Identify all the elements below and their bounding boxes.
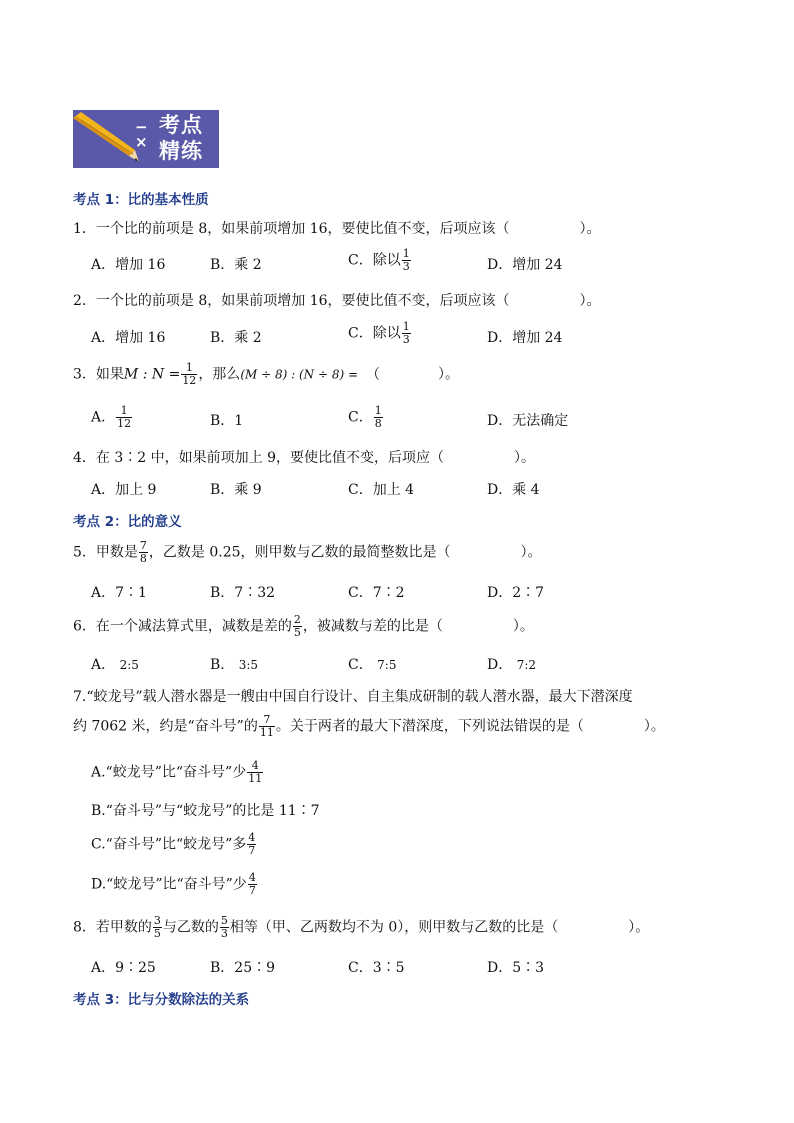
question-7-option-b[interactable]: B.“奋斗号”与“蛟龙号”的比是 11∶7 [91,803,320,819]
option-d[interactable]: D．5∶3 [487,960,545,976]
option-a[interactable]: A． 2:5 [91,657,139,673]
question-6: 6．在一个减法算式里，减数是差的 $\frac{2}{5}$ ，被减数与差的比是（ ）。 [73,613,534,639]
option-b[interactable]: B．乘 9 [210,482,262,498]
option-d[interactable]: D．乘 4 [487,482,540,498]
option-c[interactable]: C．除以 $\frac{1}{3}$ [348,247,410,273]
option-a[interactable]: A．9∶25 [91,960,156,976]
section-badge [73,110,219,168]
question-3: 3．如果M : N = $\frac{1}{12}$ ，那么(M ÷ 8) : (N ÷ 8) = （ ）。 [73,361,460,387]
badge-line2: 精练 [159,139,203,163]
option-b[interactable]: B．乘 2 [210,330,262,346]
section-heading-2: 考点 2：比的意义 [73,514,182,530]
option-c[interactable]: C． 7:5 [348,657,397,673]
option-d[interactable]: D． 7:2 [487,657,536,673]
option-b[interactable]: B．25∶9 [210,960,276,976]
badge-line1: 考点 [159,113,203,137]
option-b[interactable]: B． 3:5 [210,657,259,673]
option-d[interactable]: D．增加 24 [487,257,563,273]
math-ops-icon: − × [135,118,148,151]
question-5: 5．甲数是 $\frac{7}{8}$ ，乙数是 0.25，则甲数与乙数的最简整数比是（ ）。 [73,539,542,565]
option-a[interactable]: A．增加 16 [91,257,166,273]
question-4: 4．在 3∶2 中，如果前项加上 9，要使比值不变，后项应（ ）。 [73,450,535,466]
question-1: 1．一个比的前项是 8，如果前项增加 16，要使比值不变，后项应该（ ）。 [73,221,601,237]
option-b[interactable]: B．乘 2 [210,257,262,273]
option-a[interactable]: A．增加 16 [91,330,166,346]
question-7-line-2: 约 7062 米，约是“奋斗号”的 $\frac{7}{11}$ 。关于两者的最大下潜深度，下列说法错误的是（ ）。 [73,713,665,739]
option-c[interactable]: C．7∶2 [348,585,405,601]
option-d[interactable]: D．无法确定 [487,413,569,429]
question-7-option-c[interactable]: C.“奋斗号”比“蛟龙号”多 $\frac{4}{7}$ [91,831,256,857]
option-c[interactable]: C． $\frac{1}{8}$ [348,404,382,430]
question-7-line-1: 7.“蛟龙号”载人潜水器是一艘由中国自行设计、自主集成研制的载人潜水器，最大下潜深度 [73,689,633,705]
option-b[interactable]: B．7∶32 [210,585,276,601]
option-a[interactable]: A．7∶1 [91,585,147,601]
question-7-option-d[interactable]: D.“蛟龙号”比“奋斗号”少 $\frac{4}{7}$ [91,871,256,897]
option-d[interactable]: D．2∶7 [487,585,545,601]
option-b[interactable]: B．1 [210,413,244,429]
option-a[interactable]: A． $\frac{1}{12}$ [91,404,132,430]
option-d[interactable]: D．增加 24 [487,330,563,346]
option-c[interactable]: C．3∶5 [348,960,405,976]
section-heading-3: 考点 3：比与分数除法的关系 [73,992,250,1008]
option-c[interactable]: C．加上 4 [348,482,415,498]
option-a[interactable]: A．加上 9 [91,482,157,498]
question-2: 2．一个比的前项是 8，如果前项增加 16，要使比值不变，后项应该（ ）。 [73,293,601,309]
question-8: 8．若甲数的 $\frac{3}{5}$ 与乙数的 $\frac{5}{3}$ 相等（甲、乙两数均不为 0），则甲数与乙数的比是（ ）。 [73,914,650,940]
question-7-option-a[interactable]: A.“蛟龙号”比“奋斗号”少 $\frac{4}{11}$ [91,759,263,785]
option-c[interactable]: C．除以 $\frac{1}{3}$ [348,320,410,346]
section-heading-1: 考点 1：比的基本性质 [73,192,209,208]
